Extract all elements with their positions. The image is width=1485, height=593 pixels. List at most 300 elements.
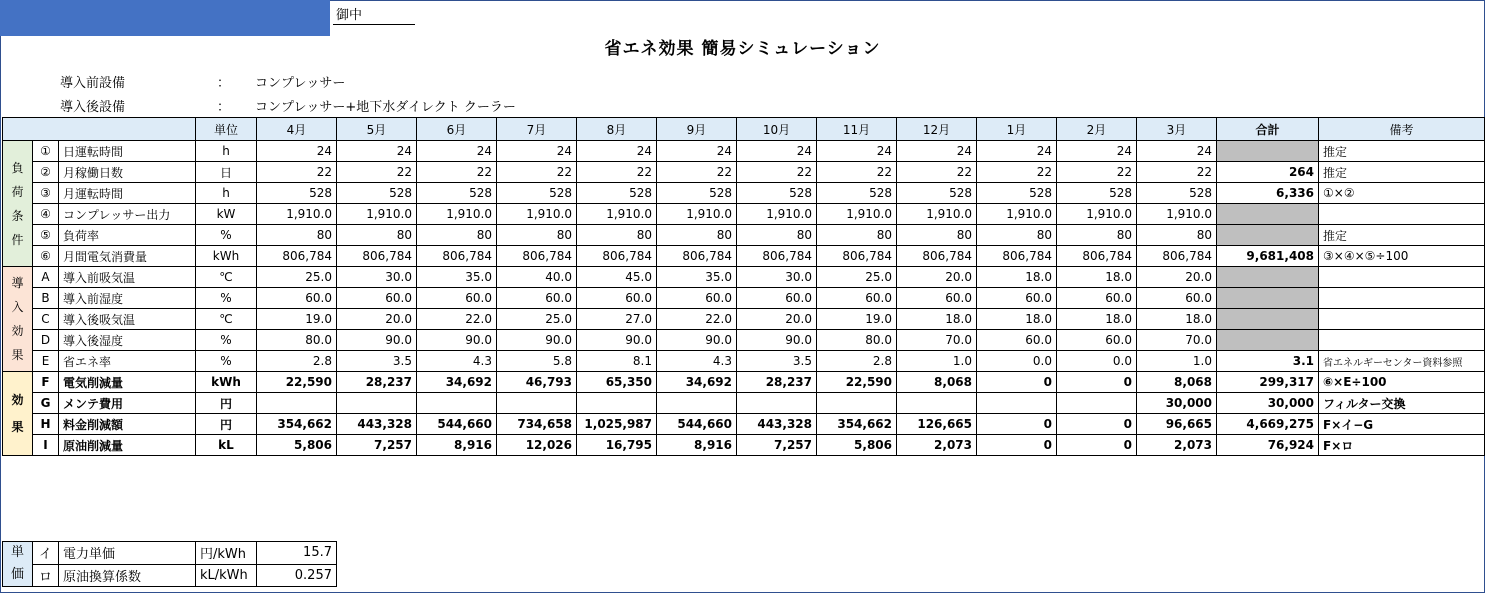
cell-value[interactable]: 1,910.0 [1057,204,1137,225]
cell-value[interactable]: 24 [417,141,497,162]
cell-value[interactable]: 80.0 [817,330,897,351]
unit-price-value[interactable]: 0.257 [257,564,337,587]
table-row [3,246,1485,267]
row-name: 月稼働日数 [59,162,196,183]
cell-value[interactable]: 18.0 [1057,267,1137,288]
cell-value[interactable]: 80 [1057,225,1137,246]
row-unit: ℃ [196,267,257,288]
cell-value[interactable]: 1,910.0 [257,204,337,225]
table-row [3,435,1485,456]
cell-value[interactable]: 1.0 [897,351,977,372]
cell-value[interactable]: 3.5 [737,351,817,372]
cell-value[interactable]: 34,692 [657,372,737,393]
row-unit: 円 [196,393,257,414]
cell-value[interactable]: 18.0 [897,309,977,330]
row-number: F [33,372,59,393]
header-blank [3,118,196,141]
cell-value[interactable]: 90.0 [577,330,657,351]
after-equipment-value: コンプレッサー+地下水ダイレクト クーラー [255,100,516,115]
cell-value[interactable]: 528 [1137,183,1217,204]
cell-value[interactable]: 806,784 [497,246,577,267]
cell-value[interactable]: 96,665 [1137,414,1217,435]
cell-value[interactable]: 544,660 [657,414,737,435]
row-name: 電気削減量 [59,372,196,393]
cell-remark: 推定 [1319,225,1485,246]
row-name: 導入後吸気温 [59,309,196,330]
cell-value[interactable]: 2.8 [817,351,897,372]
page-title: 省エネ効果 簡易シミュレーション [604,39,881,59]
table-row [3,351,1485,372]
cell-value[interactable]: 60.0 [497,288,577,309]
cell-value[interactable]: 0.0 [977,351,1057,372]
cell-value[interactable]: 1,910.0 [577,204,657,225]
client-name-field[interactable] [0,0,330,36]
row-number: H [33,414,59,435]
cell-value[interactable]: 22,590 [257,372,337,393]
cell-value[interactable]: 25.0 [257,267,337,288]
cell-remark: ⑥×E÷100 [1319,372,1485,393]
unit-price-unit: kL/kWh [196,564,257,587]
cell-value[interactable]: 1.0 [1137,351,1217,372]
cell-value[interactable] [1057,393,1137,414]
cell-value[interactable]: 528 [737,183,817,204]
cell-value[interactable]: 1,910.0 [897,204,977,225]
cell-value[interactable]: 16,795 [577,435,657,456]
cell-value[interactable]: 0 [1057,435,1137,456]
category-load: 負 荷 条 件 [3,141,33,267]
cell-value[interactable]: 8,068 [897,372,977,393]
cell-value[interactable]: 22.0 [657,309,737,330]
cell-remark [1319,204,1485,225]
cell-value[interactable]: 528 [337,183,417,204]
table-body [3,118,1485,456]
header-total: 合計 [1217,118,1319,141]
cell-value[interactable]: 25.0 [497,309,577,330]
cell-value[interactable]: 22 [897,162,977,183]
cell-value[interactable]: 24 [817,141,897,162]
cell-value[interactable]: 354,662 [817,414,897,435]
cell-value[interactable] [977,393,1057,414]
cell-value[interactable] [817,393,897,414]
cell-value[interactable]: 0 [1057,372,1137,393]
cell-remark: 推定 [1319,141,1485,162]
cell-value[interactable]: 354,662 [257,414,337,435]
cell-value[interactable]: 0 [1057,414,1137,435]
cell-value[interactable]: 60.0 [1057,330,1137,351]
cell-value[interactable]: 1,910.0 [417,204,497,225]
cell-value[interactable]: 19.0 [817,309,897,330]
cell-value[interactable]: 806,784 [577,246,657,267]
row-unit: % [196,330,257,351]
cell-value[interactable]: 40.0 [497,267,577,288]
table-row [3,267,1485,288]
cell-value[interactable]: 65,350 [577,372,657,393]
header-month: 12月 [897,118,977,141]
cell-value[interactable]: 60.0 [417,288,497,309]
cell-value[interactable]: 528 [417,183,497,204]
row-unit: 日 [196,162,257,183]
cell-value[interactable]: 22 [577,162,657,183]
cell-value[interactable]: 22.0 [417,309,497,330]
cell-value[interactable]: 35.0 [417,267,497,288]
cell-value[interactable]: 0 [977,435,1057,456]
cell-value[interactable]: 2.8 [257,351,337,372]
cell-value[interactable]: 80 [657,225,737,246]
cell-value[interactable]: 0 [977,414,1057,435]
cell-value[interactable]: 60.0 [1137,288,1217,309]
cell-value[interactable]: 30.0 [337,267,417,288]
cell-value[interactable]: 90.0 [657,330,737,351]
cell-value[interactable]: 24 [257,141,337,162]
unit-price-value[interactable]: 15.7 [257,542,337,565]
cell-total: 3.1 [1217,351,1319,372]
cell-value[interactable]: 80 [577,225,657,246]
header-month: 5月 [337,118,417,141]
cell-total [1217,267,1319,288]
cell-value[interactable]: 5.8 [497,351,577,372]
cell-value[interactable]: 18.0 [977,309,1057,330]
cell-total [1217,288,1319,309]
cell-value[interactable]: 806,784 [817,246,897,267]
cell-value[interactable]: 24 [657,141,737,162]
cell-value[interactable]: 80 [817,225,897,246]
cell-value[interactable] [257,393,337,414]
cell-value[interactable]: 528 [897,183,977,204]
row-name: 負荷率 [59,225,196,246]
cell-value[interactable]: 24 [737,141,817,162]
row-number: ④ [33,204,59,225]
cell-value[interactable]: 528 [1057,183,1137,204]
cell-value[interactable]: 60.0 [977,288,1057,309]
cell-value[interactable]: 22 [1137,162,1217,183]
cell-value[interactable]: 806,784 [337,246,417,267]
cell-value[interactable]: 22 [657,162,737,183]
cell-value[interactable]: 528 [497,183,577,204]
row-number: G [33,393,59,414]
cell-value[interactable]: 60.0 [1057,288,1137,309]
row-unit: % [196,288,257,309]
cell-value[interactable]: 25.0 [817,267,897,288]
table-row [3,204,1485,225]
cell-value[interactable]: 22 [1057,162,1137,183]
cell-value[interactable]: 8,916 [657,435,737,456]
cell-value[interactable]: 80 [977,225,1057,246]
cell-total [1217,309,1319,330]
cell-value[interactable]: 80 [337,225,417,246]
header-unit: 単位 [196,118,257,141]
cell-remark: 省エネルギーセンター資料参照 [1319,351,1485,372]
unit-price-row [3,564,337,587]
row-number: C [33,309,59,330]
cell-value[interactable]: 24 [897,141,977,162]
cell-value[interactable]: 24 [577,141,657,162]
cell-value[interactable]: 20.0 [737,309,817,330]
cell-value[interactable]: 80 [737,225,817,246]
header-month: 8月 [577,118,657,141]
cell-value[interactable]: 5,806 [817,435,897,456]
cell-value[interactable]: 1,910.0 [977,204,1057,225]
cell-value[interactable]: 18.0 [977,267,1057,288]
header-month: 6月 [417,118,497,141]
row-unit: h [196,141,257,162]
row-name: 原油削減量 [59,435,196,456]
category-effect: 導 入 効 果 [3,267,33,372]
after-colon: ： [217,100,231,115]
row-name: 日運転時間 [59,141,196,162]
cell-value[interactable]: 90.0 [497,330,577,351]
cell-value[interactable]: 28,237 [737,372,817,393]
cell-value[interactable]: 24 [497,141,577,162]
cell-value[interactable]: 1,910.0 [337,204,417,225]
cell-value[interactable] [577,393,657,414]
before-colon: ： [217,76,231,91]
cell-value[interactable]: 22 [497,162,577,183]
cell-value[interactable]: 806,784 [657,246,737,267]
cell-value[interactable]: 27.0 [577,309,657,330]
header-month: 3月 [1137,118,1217,141]
cell-value[interactable]: 806,784 [257,246,337,267]
row-unit: % [196,351,257,372]
cell-value[interactable]: 806,784 [737,246,817,267]
cell-value[interactable]: 90.0 [737,330,817,351]
cell-value[interactable]: 22 [737,162,817,183]
cell-value[interactable] [737,393,817,414]
cell-value[interactable]: 126,665 [897,414,977,435]
cell-value[interactable]: 60.0 [577,288,657,309]
cell-value[interactable]: 46,793 [497,372,577,393]
cell-value[interactable]: 0.0 [1057,351,1137,372]
row-name: 導入前吸気温 [59,267,196,288]
cell-value[interactable]: 60.0 [657,288,737,309]
row-unit: % [196,225,257,246]
cell-value[interactable]: 1,910.0 [1137,204,1217,225]
cell-remark [1319,288,1485,309]
cell-value[interactable]: 7,257 [337,435,417,456]
cell-value[interactable]: 806,784 [1057,246,1137,267]
cell-value[interactable]: 24 [337,141,417,162]
table-row [3,183,1485,204]
cell-value[interactable]: 28,237 [337,372,417,393]
table-row [3,330,1485,351]
cell-remark: 推定 [1319,162,1485,183]
cell-remark: ①×② [1319,183,1485,204]
cell-value[interactable]: 528 [817,183,897,204]
unit-price-name: 電力単価 [59,542,196,565]
unit-price-body [3,542,337,587]
row-name: 省エネ率 [59,351,196,372]
cell-value[interactable]: 20.0 [337,309,417,330]
cell-value[interactable]: 35.0 [657,267,737,288]
row-number: I [33,435,59,456]
category-result: 効 果 [3,372,33,456]
cell-value[interactable]: 90.0 [417,330,497,351]
cell-value[interactable]: 806,784 [417,246,497,267]
cell-value[interactable] [897,393,977,414]
cell-value[interactable]: 60.0 [737,288,817,309]
row-number: ① [33,141,59,162]
cell-value[interactable]: 80 [897,225,977,246]
header-month: 9月 [657,118,737,141]
table-row [3,141,1485,162]
cell-value[interactable]: 4.3 [417,351,497,372]
cell-value[interactable]: 60.0 [897,288,977,309]
cell-value[interactable]: 4.3 [657,351,737,372]
cell-value[interactable]: 443,328 [337,414,417,435]
cell-total: 76,924 [1217,435,1319,456]
row-name: 導入前湿度 [59,288,196,309]
table-row [3,372,1485,393]
cell-value[interactable]: 2,073 [897,435,977,456]
row-number: E [33,351,59,372]
cell-value[interactable]: 70.0 [897,330,977,351]
cell-value[interactable]: 60.0 [977,330,1057,351]
header-month: 10月 [737,118,817,141]
row-number: ⑥ [33,246,59,267]
cell-value[interactable]: 80 [417,225,497,246]
cell-value[interactable]: 18.0 [1057,309,1137,330]
cell-value[interactable]: 3.5 [337,351,417,372]
simulation-table [2,117,1485,456]
cell-remark: F×イ−G [1319,414,1485,435]
cell-value[interactable]: 806,784 [897,246,977,267]
cell-value[interactable]: 24 [1137,141,1217,162]
cell-value[interactable]: 528 [657,183,737,204]
cell-value[interactable]: 18.0 [1137,309,1217,330]
cell-remark [1319,267,1485,288]
cell-total: 30,000 [1217,393,1319,414]
client-suffix: 御中 [336,8,363,23]
row-number: D [33,330,59,351]
cell-value[interactable]: 60.0 [817,288,897,309]
client-underline [333,24,415,25]
row-name: 月間電気消費量 [59,246,196,267]
cell-value[interactable]: 8,916 [417,435,497,456]
row-name: 月運転時間 [59,183,196,204]
cell-value[interactable]: 70.0 [1137,330,1217,351]
row-unit: kW [196,204,257,225]
cell-value[interactable]: 22 [417,162,497,183]
cell-value[interactable]: 528 [577,183,657,204]
cell-value[interactable]: 30,000 [1137,393,1217,414]
cell-value[interactable]: 528 [977,183,1057,204]
cell-value[interactable]: 60.0 [337,288,417,309]
cell-value[interactable]: 443,328 [737,414,817,435]
cell-value[interactable]: 2,073 [1137,435,1217,456]
cell-total [1217,330,1319,351]
cell-total: 299,317 [1217,372,1319,393]
cell-total: 264 [1217,162,1319,183]
cell-value[interactable]: 30.0 [737,267,817,288]
cell-value[interactable]: 1,910.0 [497,204,577,225]
row-number: ⑤ [33,225,59,246]
cell-value[interactable]: 45.0 [577,267,657,288]
header-month: 7月 [497,118,577,141]
row-number: ② [33,162,59,183]
cell-total [1217,204,1319,225]
unit-price-name: 原油換算係数 [59,564,196,587]
row-unit: kL [196,435,257,456]
row-number: ③ [33,183,59,204]
cell-value[interactable]: 80 [257,225,337,246]
cell-value[interactable]: 20.0 [897,267,977,288]
unit-price-table [2,541,337,587]
header-month: 2月 [1057,118,1137,141]
cell-value[interactable]: 22 [817,162,897,183]
row-unit: h [196,183,257,204]
cell-value[interactable]: 1,025,987 [577,414,657,435]
cell-value[interactable]: 544,660 [417,414,497,435]
cell-value[interactable]: 60.0 [257,288,337,309]
header-month: 11月 [817,118,897,141]
unit-price-no: イ [33,542,59,565]
cell-value[interactable]: 90.0 [337,330,417,351]
cell-value[interactable]: 1,910.0 [657,204,737,225]
cell-total: 9,681,408 [1217,246,1319,267]
cell-value[interactable]: 1,910.0 [737,204,817,225]
table-row [3,393,1485,414]
cell-remark [1319,309,1485,330]
cell-value[interactable]: 24 [977,141,1057,162]
cell-value[interactable]: 80 [497,225,577,246]
cell-value[interactable]: 528 [257,183,337,204]
row-unit: 円 [196,414,257,435]
cell-value[interactable]: 22 [337,162,417,183]
table-row [3,225,1485,246]
row-unit: ℃ [196,309,257,330]
row-unit: kWh [196,246,257,267]
unit-price-row [3,542,337,565]
category-unit-price: 単 価 [3,542,33,587]
cell-value[interactable] [497,393,577,414]
cell-value[interactable]: 806,784 [977,246,1057,267]
cell-value[interactable]: 24 [1057,141,1137,162]
cell-value[interactable] [657,393,737,414]
cell-value[interactable]: 8,068 [1137,372,1217,393]
unit-price-no: ロ [33,564,59,587]
cell-value[interactable]: 80.0 [257,330,337,351]
cell-remark [1319,330,1485,351]
cell-value[interactable]: 22 [257,162,337,183]
unit-price-unit: 円/kWh [196,542,257,565]
cell-value[interactable]: 12,026 [497,435,577,456]
before-equipment-value: コンプレッサー [255,76,346,91]
cell-value[interactable] [337,393,417,414]
table-row [3,162,1485,183]
cell-value[interactable]: 5,806 [257,435,337,456]
cell-total: 6,336 [1217,183,1319,204]
cell-value[interactable]: 806,784 [1137,246,1217,267]
cell-total [1217,141,1319,162]
cell-value[interactable]: 1,910.0 [817,204,897,225]
cell-value[interactable]: 734,658 [497,414,577,435]
cell-value[interactable]: 0 [977,372,1057,393]
after-equipment-label: 導入後設備 [60,100,126,115]
cell-value[interactable]: 22,590 [817,372,897,393]
header-row [3,118,1485,141]
cell-value[interactable]: 19.0 [257,309,337,330]
cell-value[interactable]: 20.0 [1137,267,1217,288]
cell-value[interactable]: 22 [977,162,1057,183]
cell-value[interactable] [417,393,497,414]
row-name: メンテ費用 [59,393,196,414]
cell-remark: フィルター交換 [1319,393,1485,414]
cell-value[interactable]: 80 [1137,225,1217,246]
cell-value[interactable]: 8.1 [577,351,657,372]
cell-total: 4,669,275 [1217,414,1319,435]
cell-value[interactable]: 34,692 [417,372,497,393]
cell-remark: ③×④×⑤÷100 [1319,246,1485,267]
cell-value[interactable]: 7,257 [737,435,817,456]
